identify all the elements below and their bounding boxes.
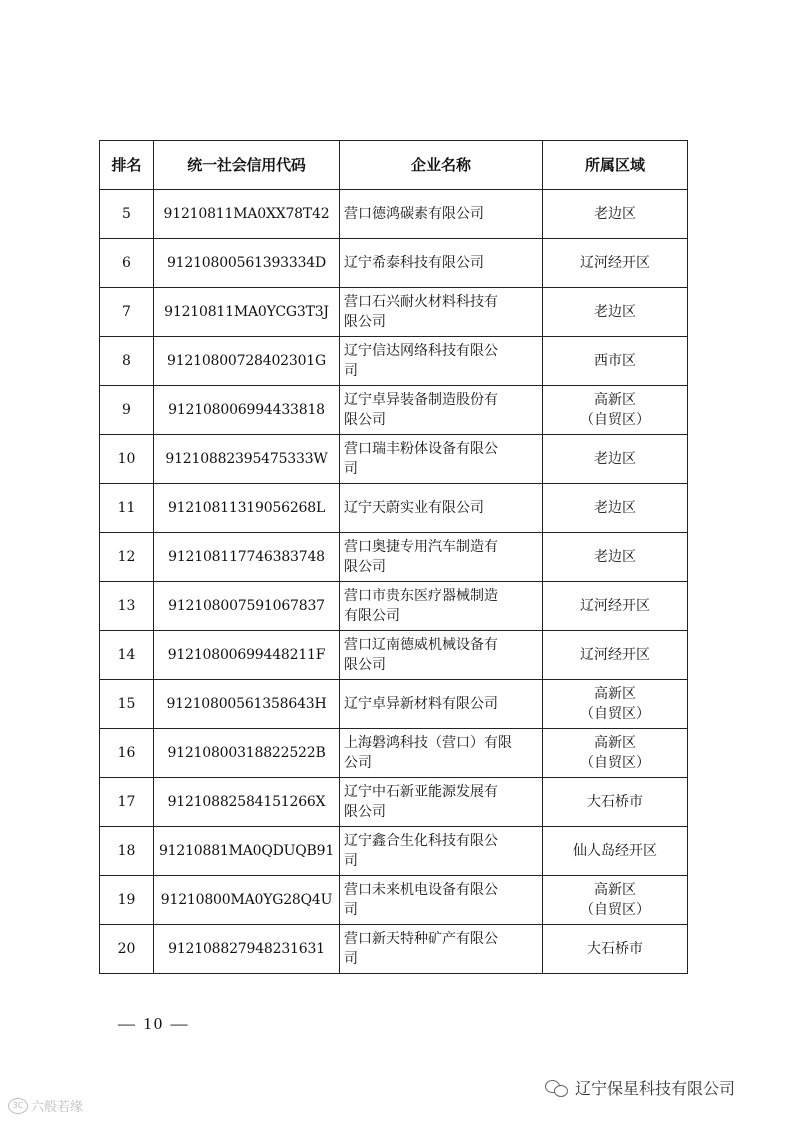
area-line: 大石桥市 xyxy=(587,941,643,957)
cell-rank: 18 xyxy=(100,827,154,876)
cell-area xyxy=(543,435,688,484)
enterprise-name-line: 辽宁天蔚实业有限公司 xyxy=(344,500,484,516)
cell-area xyxy=(543,925,688,974)
cell-rank: 12 xyxy=(100,533,154,582)
enterprise-name-line: 营口未来机电设备有限公 xyxy=(344,882,498,898)
enterprise-name-line: 辽宁希泰科技有限公司 xyxy=(344,255,484,271)
enterprise-name-line: 辽宁鑫合生化科技有限公 xyxy=(344,833,498,849)
cell-credit-code: 91210800728402301G xyxy=(154,337,340,386)
cell-area xyxy=(543,631,688,680)
cell-credit-code: 91210800MA0YG28Q4U xyxy=(154,876,340,925)
enterprise-name-line: 营口石兴耐火材料科技有 xyxy=(344,294,498,310)
cell-enterprise-name xyxy=(340,680,543,729)
enterprise-ranking-table xyxy=(99,140,688,974)
enterprise-name-line: 营口瑞丰粉体设备有限公 xyxy=(344,441,498,457)
area-line: 辽河经开区 xyxy=(580,598,650,614)
cell-credit-code: 91210800561393334D xyxy=(154,239,340,288)
enterprise-name-line: 限公司 xyxy=(344,804,386,820)
cell-rank: 19 xyxy=(100,876,154,925)
cell-rank: 10 xyxy=(100,435,154,484)
page-number: — 10 — xyxy=(118,1014,190,1033)
cell-enterprise-name xyxy=(340,484,543,533)
enterprise-name-line: 限公司 xyxy=(344,314,386,330)
table-row xyxy=(100,190,688,239)
cell-rank: 6 xyxy=(100,239,154,288)
cell-area xyxy=(543,386,688,435)
cell-credit-code: 91210881MA0QDUQB91 xyxy=(154,827,340,876)
cell-rank: 5 xyxy=(100,190,154,239)
table-row xyxy=(100,239,688,288)
cell-enterprise-name xyxy=(340,239,543,288)
enterprise-name-line: 营口新天特种矿产有限公 xyxy=(344,931,498,947)
area-line: 仙人岛经开区 xyxy=(573,843,657,859)
cell-enterprise-name xyxy=(340,827,543,876)
table-row xyxy=(100,288,688,337)
header-rank: 排名 xyxy=(100,141,154,190)
enterprise-name-line: 辽宁信达网络科技有限公 xyxy=(344,343,498,359)
table-row xyxy=(100,680,688,729)
enterprise-name-line: 司 xyxy=(344,363,358,379)
area-line: 老边区 xyxy=(594,206,636,222)
cell-area xyxy=(543,876,688,925)
watermark-company-text: 辽宁保星科技有限公司 xyxy=(575,1079,736,1098)
cell-rank: 14 xyxy=(100,631,154,680)
area-line: 老边区 xyxy=(594,500,636,516)
cell-area xyxy=(543,778,688,827)
table-row xyxy=(100,778,688,827)
table-row xyxy=(100,876,688,925)
table-row xyxy=(100,582,688,631)
area-line: （自贸区） xyxy=(580,755,650,771)
cell-enterprise-name xyxy=(340,631,543,680)
cell-credit-code: 912108006994433818 xyxy=(154,386,340,435)
area-line: 老边区 xyxy=(594,549,636,565)
table-row xyxy=(100,484,688,533)
enterprise-name-line: 司 xyxy=(344,853,358,869)
cell-enterprise-name xyxy=(340,435,543,484)
table-row xyxy=(100,386,688,435)
table-row xyxy=(100,337,688,386)
cell-rank: 13 xyxy=(100,582,154,631)
enterprise-name-line: 公司 xyxy=(344,755,372,771)
watermark-right xyxy=(545,1076,735,1099)
cell-rank: 11 xyxy=(100,484,154,533)
cell-area xyxy=(543,288,688,337)
enterprise-name-line: 上海磐鸿科技（营口）有限 xyxy=(344,735,512,751)
table-row xyxy=(100,533,688,582)
cell-area xyxy=(543,582,688,631)
table-row xyxy=(100,631,688,680)
cell-credit-code: 91210800318822522B xyxy=(154,729,340,778)
enterprise-name-line: 司 xyxy=(344,461,358,477)
area-line: 辽河经开区 xyxy=(580,255,650,271)
enterprise-name-line: 有限公司 xyxy=(344,608,400,624)
cell-rank: 17 xyxy=(100,778,154,827)
table-row xyxy=(100,925,688,974)
header-area: 所属区域 xyxy=(543,141,688,190)
cell-credit-code: 912108827948231631 xyxy=(154,925,340,974)
cell-credit-code: 912108007591067837 xyxy=(154,582,340,631)
enterprise-name-line: 营口奥捷专用汽车制造有 xyxy=(344,539,498,555)
cell-area xyxy=(543,337,688,386)
cell-rank: 15 xyxy=(100,680,154,729)
cell-enterprise-name xyxy=(340,876,543,925)
cell-rank: 7 xyxy=(100,288,154,337)
cell-credit-code: 91210811MA0XX78T42 xyxy=(154,190,340,239)
cell-credit-code: 91210811319056268L xyxy=(154,484,340,533)
table-header-row xyxy=(100,141,688,190)
enterprise-name-line: 限公司 xyxy=(344,657,386,673)
enterprise-name-line: 限公司 xyxy=(344,559,386,575)
watermark-left xyxy=(8,1096,83,1115)
cell-credit-code: 912108117746383748 xyxy=(154,533,340,582)
cell-rank: 16 xyxy=(100,729,154,778)
area-line: （自贸区） xyxy=(580,412,650,428)
enterprise-name-line: 司 xyxy=(344,902,358,918)
cell-rank: 9 xyxy=(100,386,154,435)
cell-credit-code: 91210882584151266X xyxy=(154,778,340,827)
area-line: 老边区 xyxy=(594,451,636,467)
cell-rank: 20 xyxy=(100,925,154,974)
area-line: （自贸区） xyxy=(580,902,650,918)
area-line: 高新区 xyxy=(594,882,636,898)
area-line: 老边区 xyxy=(594,304,636,320)
header-enterprise-name: 企业名称 xyxy=(340,141,543,190)
cell-enterprise-name xyxy=(340,337,543,386)
enterprise-name-line: 辽宁中石新亚能源发展有 xyxy=(344,784,498,800)
enterprise-name-line: 辽宁卓异新材料有限公司 xyxy=(344,696,498,712)
enterprise-name-line: 司 xyxy=(344,951,358,967)
table-row xyxy=(100,827,688,876)
cell-area xyxy=(543,729,688,778)
cell-rank: 8 xyxy=(100,337,154,386)
cell-credit-code: 91210882395475333W xyxy=(154,435,340,484)
cell-credit-code: 91210811MA0YCG3T3J xyxy=(154,288,340,337)
table-row xyxy=(100,729,688,778)
cell-enterprise-name xyxy=(340,925,543,974)
watermark-left-text: 六般若缘 xyxy=(31,1100,84,1115)
cell-area xyxy=(543,484,688,533)
area-line: 高新区 xyxy=(594,735,636,751)
enterprise-name-line: 营口德鸿碳素有限公司 xyxy=(344,206,484,222)
wechat-icon xyxy=(545,1078,569,1098)
cell-area xyxy=(543,827,688,876)
area-line: 大石桥市 xyxy=(587,794,643,810)
cell-enterprise-name xyxy=(340,729,543,778)
cell-area xyxy=(543,239,688,288)
area-line: 辽河经开区 xyxy=(580,647,650,663)
cell-enterprise-name xyxy=(340,582,543,631)
enterprise-name-line: 辽宁卓异装备制造股份有 xyxy=(344,392,498,408)
cell-credit-code: 91210800561358643H xyxy=(154,680,340,729)
watermark-logo-icon: 3C xyxy=(8,1098,28,1114)
enterprise-name-line: 营口辽南德威机械设备有 xyxy=(344,637,498,653)
cell-area xyxy=(543,680,688,729)
cell-enterprise-name xyxy=(340,533,543,582)
table-body xyxy=(100,190,688,974)
area-line: 西市区 xyxy=(594,353,636,369)
table-row xyxy=(100,435,688,484)
cell-enterprise-name xyxy=(340,288,543,337)
area-line: 高新区 xyxy=(594,686,636,702)
cell-area xyxy=(543,190,688,239)
cell-enterprise-name xyxy=(340,190,543,239)
cell-credit-code: 91210800699448211F xyxy=(154,631,340,680)
cell-enterprise-name xyxy=(340,386,543,435)
area-line: 高新区 xyxy=(594,392,636,408)
area-line: （自贸区） xyxy=(580,706,650,722)
enterprise-name-line: 限公司 xyxy=(344,412,386,428)
header-credit-code: 统一社会信用代码 xyxy=(154,141,340,190)
cell-enterprise-name xyxy=(340,778,543,827)
cell-area xyxy=(543,533,688,582)
enterprise-name-line: 营口市贵东医疗器械制造 xyxy=(344,588,498,604)
